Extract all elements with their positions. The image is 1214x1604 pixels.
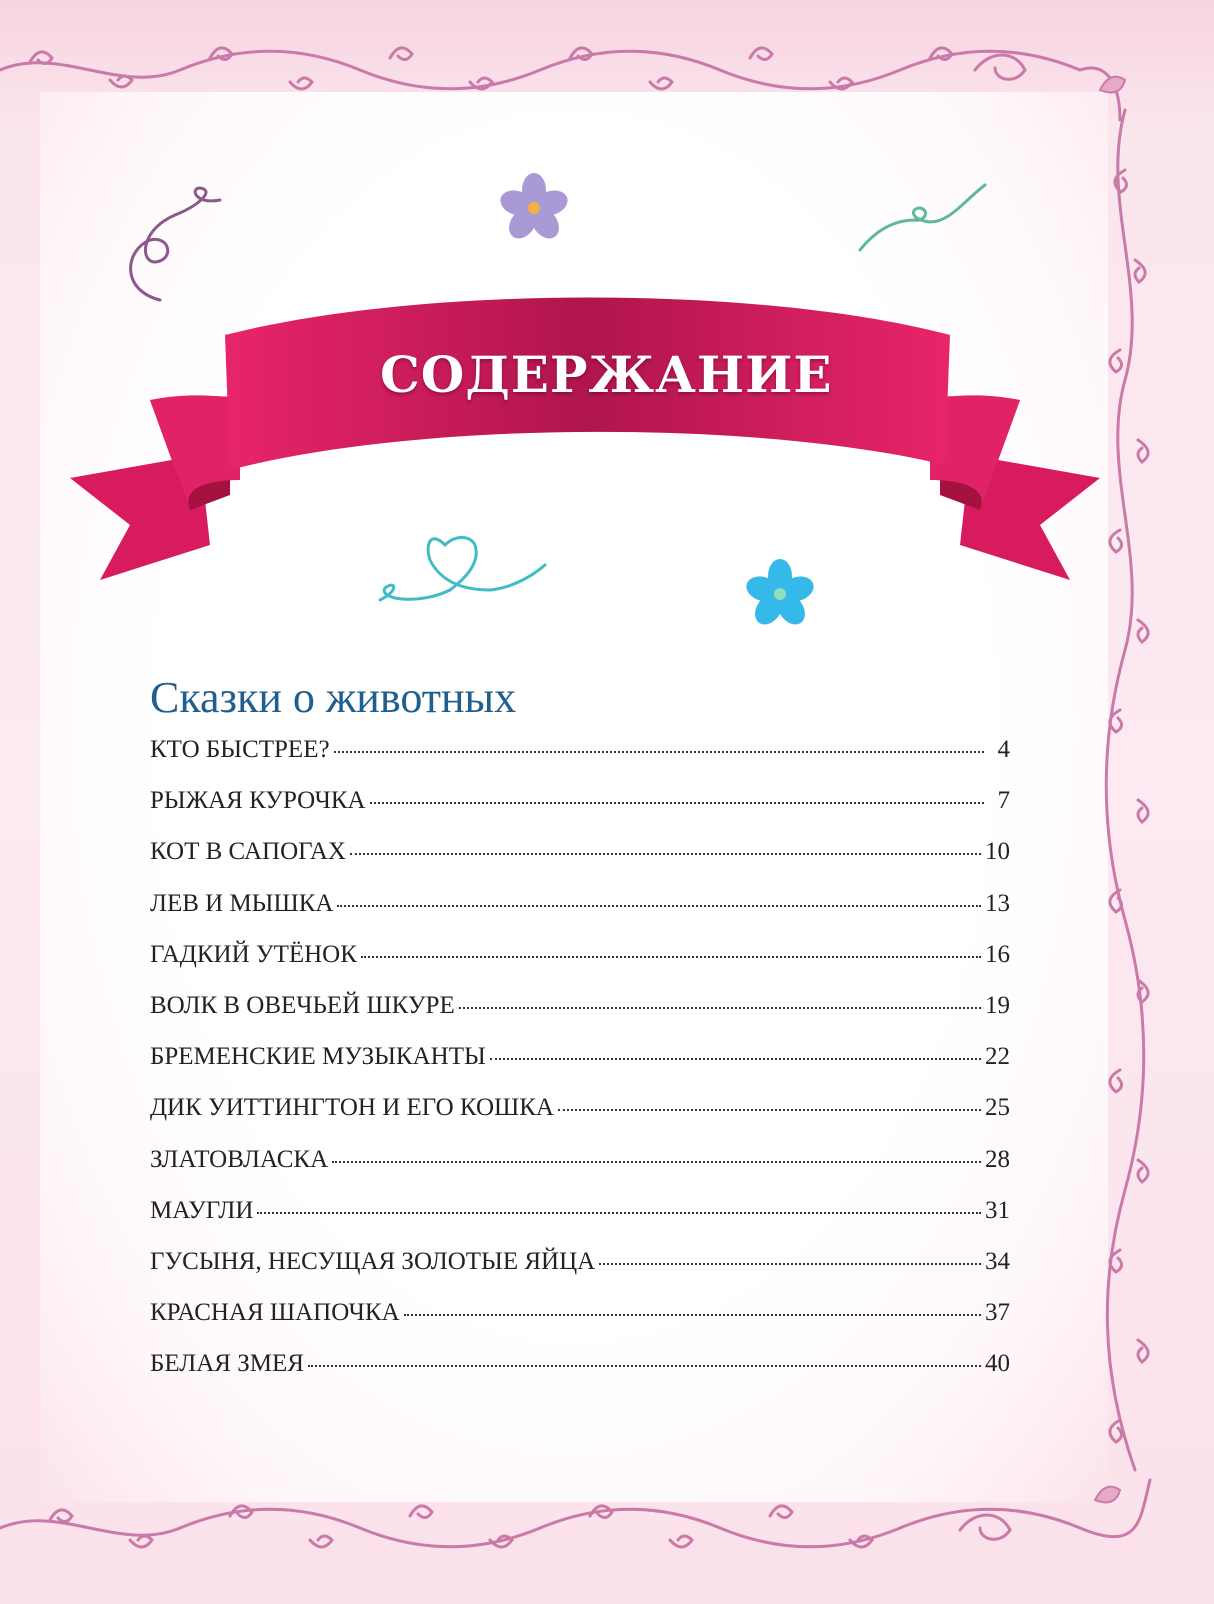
- toc-entry[interactable]: [150, 941, 1010, 992]
- toc-entry-page: 28: [985, 1145, 1010, 1173]
- flower-blue-icon: [743, 559, 817, 630]
- bottom-vine-border: [0, 1480, 1150, 1547]
- toc-entry-page: 10: [985, 838, 1010, 866]
- toc-entry-page: 16: [985, 940, 1010, 968]
- toc-entry[interactable]: [150, 1350, 1010, 1401]
- section-heading: Сказки о животных: [150, 673, 517, 722]
- toc-entry[interactable]: [150, 787, 1010, 838]
- toc-entry[interactable]: [150, 1248, 1010, 1299]
- toc-leader-dots: [308, 1364, 981, 1367]
- right-vine-border: [1106, 110, 1148, 1470]
- table-of-contents: [150, 736, 1010, 1401]
- page-title: СОДЕРЖАНИЕ: [380, 345, 833, 404]
- flower-purple-icon: [497, 173, 571, 244]
- swirl-teal-heart: [380, 538, 545, 601]
- toc-entry-title: БЕЛАЯ ЗМЕЯ: [150, 1350, 304, 1378]
- toc-leader-dots: [404, 1313, 981, 1316]
- toc-leader-dots: [558, 1108, 981, 1111]
- swirl-green-right: [860, 185, 985, 250]
- toc-entry[interactable]: [150, 992, 1010, 1043]
- toc-leader-dots: [332, 1160, 981, 1163]
- toc-leader-dots: [334, 750, 984, 753]
- toc-entry-title: КРАСНАЯ ШАПОЧКА: [150, 1299, 400, 1327]
- top-vine-border: [0, 48, 1120, 120]
- toc-entry-title: РЫЖАЯ КУРОЧКА: [150, 787, 366, 815]
- toc-entry[interactable]: [150, 1043, 1010, 1094]
- toc-leader-dots: [490, 1057, 981, 1060]
- toc-entry-page: 25: [985, 1094, 1010, 1122]
- toc-entry-title: КТО БЫСТРЕЕ?: [150, 736, 330, 763]
- swirl-purple-left: [131, 188, 220, 300]
- toc-entry[interactable]: [150, 1094, 1010, 1145]
- toc-entry-title: ГУСЫНЯ, НЕСУЩАЯ ЗОЛОТЫЕ ЯЙЦА: [150, 1247, 596, 1275]
- toc-entry[interactable]: [150, 736, 1010, 787]
- toc-entry-page: 31: [985, 1196, 1010, 1224]
- toc-entry-title: ГАДКИЙ УТЁНОК: [150, 940, 357, 968]
- toc-entry-page: 37: [985, 1299, 1010, 1327]
- toc-entry-page: 34: [985, 1247, 1010, 1275]
- toc-entry-page: 4: [997, 736, 1010, 763]
- toc-entry-title: МАУГЛИ: [150, 1196, 254, 1224]
- toc-leader-dots: [257, 1211, 981, 1214]
- toc-entry-page: 19: [985, 991, 1010, 1019]
- toc-leader-dots: [459, 1006, 981, 1009]
- toc-leader-dots: [370, 801, 984, 804]
- toc-entry-title: ЛЕВ И МЫШКА: [150, 889, 334, 917]
- toc-entry[interactable]: [150, 1197, 1010, 1248]
- leaf-icon: [1095, 77, 1125, 1503]
- toc-entry-page: 40: [985, 1350, 1010, 1378]
- title-ribbon: [70, 298, 1100, 581]
- toc-leader-dots: [361, 955, 981, 958]
- toc-entry[interactable]: [150, 890, 1010, 941]
- toc-leader-dots: [599, 1262, 981, 1265]
- toc-leader-dots: [337, 904, 981, 907]
- toc-entry[interactable]: [150, 1146, 1010, 1197]
- toc-entry[interactable]: [150, 838, 1010, 889]
- toc-entry-page: 22: [985, 1043, 1010, 1071]
- toc-entry-title: ЗЛАТОВЛАСКА: [150, 1145, 329, 1173]
- toc-entry-title: КОТ В САПОГАХ: [150, 838, 346, 866]
- toc-entry-title: БРЕМЕНСКИЕ МУЗЫКАНТЫ: [150, 1043, 486, 1071]
- toc-entry[interactable]: [150, 1299, 1010, 1350]
- toc-entry-title: ДИК УИТТИНГТОН И ЕГО КОШКА: [150, 1094, 554, 1122]
- toc-entry-page: 13: [985, 889, 1010, 917]
- toc-entry-page: 7: [997, 787, 1010, 815]
- toc-entry-title: ВОЛК В ОВЕЧЬЕЙ ШКУРЕ: [150, 991, 455, 1019]
- toc-leader-dots: [350, 852, 981, 855]
